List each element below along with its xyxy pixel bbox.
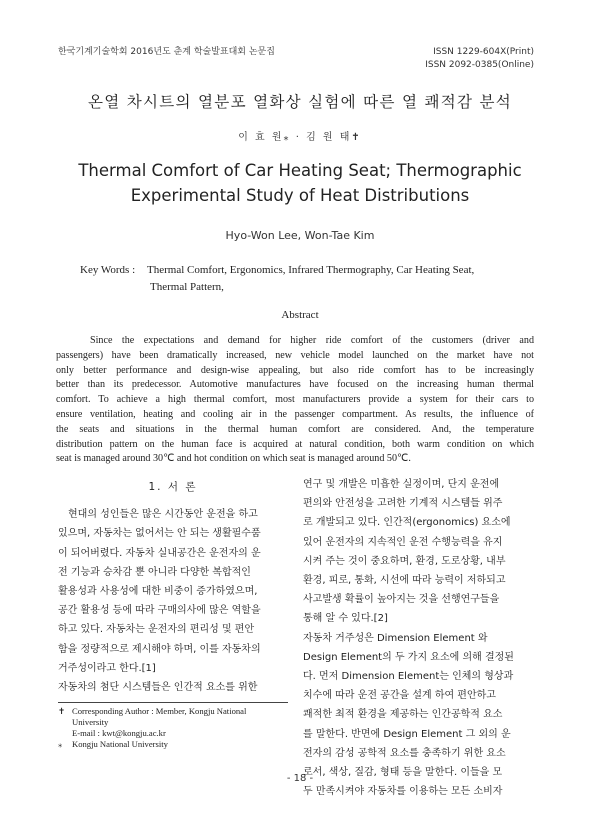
page-number: - 18 -: [286, 773, 314, 784]
body-line: 있으며, 자동차는 없어서는 안 되는 생활필수품: [58, 528, 261, 540]
body-line: 하고 있다. 자동차는 운전자의 편리성 및 편안: [58, 624, 255, 636]
footnote-line: University: [72, 717, 109, 727]
body-line: 전 기능과 승차감 뿐 아니라 다양한 복합적인: [58, 566, 251, 578]
abstract-line: seat is managed around 30℃ and hot condition on which seat is managed around 50℃.: [56, 453, 411, 465]
body-line: 거주성이라고 한다.[1]: [58, 662, 156, 674]
footnotes: [58, 706, 290, 750]
body-line: 현대의 성인들은 많은 시간동안 운전을 하고: [68, 509, 258, 521]
body-line: 환경, 피로, 통화, 시선에 따라 능력이 저하되고: [303, 575, 506, 587]
abstract-line: only better performance and design-wise appealing, but also ride comfort has to be increasingly: [56, 364, 534, 376]
issn-online: ISSN 2092-0385(Online): [425, 60, 534, 70]
abstract-line: ensure ventilation, heating and cooling air in the passenger compartment. As results, the influence of: [56, 408, 534, 420]
body-line: 로 개발되고 있다. 인간적(ergonomics) 요소에: [303, 517, 511, 529]
left-column: [58, 478, 288, 697]
title-english: [0, 158, 600, 208]
body-line: 를 말한다. 반면에 Design Element 그 외의 운: [303, 728, 511, 740]
issn-print: ISSN 1229-604X(Print): [433, 47, 534, 57]
keywords-label: Key Words :: [80, 264, 136, 276]
body-line: 사고발생 확률이 높아지는 것을 선행연구들을: [303, 594, 500, 606]
authors-english: Hyo-Won Lee, Won-Tae Kim: [225, 229, 375, 242]
body-line: 치수에 따라 운전 공간을 설계 하여 편안하고: [303, 690, 496, 702]
issn-block: [425, 46, 534, 72]
footnote-divider: [58, 702, 288, 703]
abstract-line: passengers) have been dramatically increased, new vehicle model launched on the market have not: [56, 349, 534, 361]
abstract-heading: Abstract: [281, 309, 319, 321]
section-title-introduction: 1. 서 론: [148, 481, 198, 493]
right-column: [303, 475, 539, 801]
title-korean: 온열 차시트의 열분포 열화상 실험에 따른 열 쾌적감 분석: [87, 93, 513, 111]
abstract-line: the seats and situations in the thermal human comfort are considered. And, the temperature: [56, 423, 534, 435]
body-line: 로서, 색상, 질감, 형태 등을 말한다. 이들을 모: [303, 767, 503, 779]
body-line: 활용성과 사용성에 대한 비중이 증가하였으며,: [58, 586, 258, 598]
body-line: 시켜 주는 것이 중요하며, 환경, 도로상황, 내부: [303, 555, 506, 567]
journal-header: 한국기계기술학회 2016년도 춘계 학술발표대회 논문집: [58, 47, 275, 57]
body-line: 두 만족시켜야 자동차를 이용하는 모든 소비자: [303, 786, 503, 798]
body-line: 편의와 안전성을 고려한 기계적 시스템들 위주: [303, 498, 503, 510]
body-line: 다. 먼저 Dimension Element는 인체의 형상과: [303, 671, 514, 683]
title-english-line: Experimental Study of Heat Distributions: [130, 186, 470, 205]
body-line: 자동차 거주성은 Dimension Element 와: [303, 632, 488, 644]
body-line: 공간 활용성 등에 따라 구매의사에 많은 역할을: [58, 605, 261, 617]
authors-korean: 이 효 원⁎ · 김 원 태✝: [238, 132, 362, 143]
body-line: 연구 및 개발은 미흡한 실정이며, 단지 운전에: [303, 479, 500, 490]
keywords: [80, 262, 540, 296]
abstract-line: Since the expectations and demand for higher ride comfort of the customers (driver and: [90, 335, 534, 346]
footnote-line: Kongju National University: [72, 739, 168, 749]
abstract-line: distribution pattern on the human face is acquired at natural condition, both warm condition on which: [56, 438, 534, 450]
footnote-line: Corresponding Author : Member, Kongju National: [72, 706, 247, 716]
body-line: 함을 정량적으로 제시해야 하며, 이를 자동차의: [58, 643, 261, 655]
body-line: 자동차의 첨단 시스템들은 인간적 요소를 위한: [58, 682, 258, 694]
body-line: 통해 알 수 있다.[2]: [303, 613, 388, 625]
body-line: Design Element의 두 가지 요소에 의해 결정된: [303, 651, 514, 663]
title-english-line: Thermal Comfort of Car Heating Seat; Thermographic: [78, 161, 522, 180]
abstract-line: better than its predecessor. Automotive manufactures have focused on the increasing human thermal: [56, 379, 534, 391]
keywords-line: Thermal Pattern,: [150, 281, 224, 293]
body-line: 이 되어버렸다. 자동차 실내공간은 운전자의 운: [58, 547, 261, 559]
body-line: 전자의 감성 공학적 요소를 충족하기 위한 요소: [303, 747, 506, 759]
footnote-mark: ✝: [58, 706, 66, 716]
abstract-body: [56, 334, 534, 467]
body-line: 있어 운전자의 지속적인 운전 수행능력을 유지: [303, 536, 503, 548]
body-line: 쾌적한 최적 환경을 제공하는 인간공학적 요소: [303, 709, 503, 721]
keywords-line: Thermal Comfort, Ergonomics, Infrared Thermography, Car Heating Seat,: [147, 264, 475, 276]
abstract-line: comfort. To achieve a high thermal comfort, most manufacturers provide a system for their cars to: [56, 394, 534, 406]
footnote-email: E-mail : kwt@kongju.ac.kr: [72, 728, 166, 738]
footnote-mark: ⁎: [58, 739, 63, 749]
